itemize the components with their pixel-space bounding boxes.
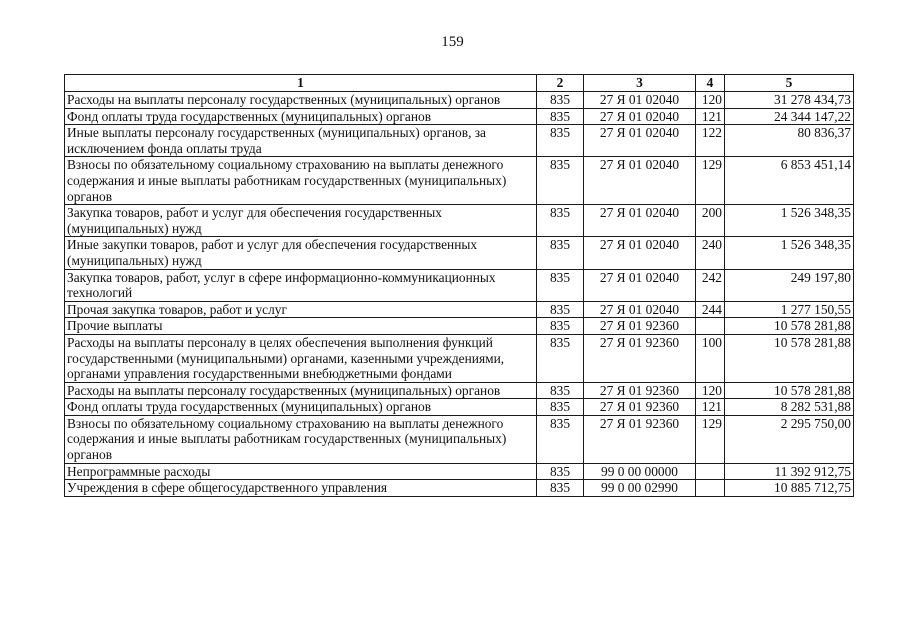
table-row (65, 108, 854, 125)
row-name: Иные выплаты персоналу государственных (муниципальных) органов, за исключением фонда оплаты труда (65, 125, 537, 157)
row-expense-type: 122 (696, 125, 725, 157)
row-name: Иные закупки товаров, работ и услуг для обеспечения государственных (муниципальных) нужд (65, 237, 537, 269)
row-name: Фонд оплаты труда государственных (муниципальных) органов (65, 108, 537, 125)
row-target-article: 99 0 00 02990 (584, 480, 696, 497)
row-name: Закупка товаров, работ, услуг в сфере информационно-коммуникационных технологий (65, 269, 537, 301)
table-row (65, 480, 854, 497)
table-header (65, 75, 854, 92)
table-row (65, 334, 854, 382)
row-expense-type (696, 318, 725, 335)
row-name: Прочая закупка товаров, работ и услуг (65, 301, 537, 318)
row-expense-type: 200 (696, 205, 725, 237)
row-amount: 11 392 912,75 (725, 463, 854, 480)
header-col-4: 4 (696, 75, 725, 92)
row-ministry-code: 835 (537, 480, 584, 497)
row-name: Фонд оплаты труда государственных (муниципальных) органов (65, 399, 537, 416)
row-expense-type: 244 (696, 301, 725, 318)
table-row (65, 463, 854, 480)
row-ministry-code: 835 (537, 237, 584, 269)
row-name: Взносы по обязательному социальному страхованию на выплаты денежного содержания и иные выплаты работникам государственных (муниципальных) органов (65, 415, 537, 463)
row-expense-type: 100 (696, 334, 725, 382)
table-row (65, 269, 854, 301)
row-amount: 249 197,80 (725, 269, 854, 301)
row-target-article: 27 Я 01 92360 (584, 382, 696, 399)
row-name: Расходы на выплаты персоналу государственных (муниципальных) органов (65, 92, 537, 109)
header-row (65, 75, 854, 92)
row-expense-type (696, 480, 725, 497)
table-row (65, 237, 854, 269)
row-target-article: 27 Я 01 02040 (584, 269, 696, 301)
row-target-article: 27 Я 01 02040 (584, 205, 696, 237)
row-target-article: 27 Я 01 92360 (584, 399, 696, 416)
row-expense-type: 121 (696, 108, 725, 125)
row-ministry-code: 835 (537, 92, 584, 109)
header-col-2: 2 (537, 75, 584, 92)
row-ministry-code: 835 (537, 269, 584, 301)
header-col-5: 5 (725, 75, 854, 92)
page-number: 159 (441, 34, 464, 50)
row-ministry-code: 835 (537, 382, 584, 399)
row-target-article: 27 Я 01 02040 (584, 108, 696, 125)
row-target-article: 27 Я 01 02040 (584, 157, 696, 205)
row-ministry-code: 835 (537, 125, 584, 157)
header-col-1: 1 (65, 75, 537, 92)
row-amount: 10 578 281,88 (725, 318, 854, 335)
row-amount: 10 578 281,88 (725, 382, 854, 399)
table-row (65, 415, 854, 463)
row-expense-type: 120 (696, 382, 725, 399)
table-row (65, 301, 854, 318)
row-amount: 31 278 434,73 (725, 92, 854, 109)
row-expense-type: 120 (696, 92, 725, 109)
row-target-article: 27 Я 01 02040 (584, 125, 696, 157)
row-amount: 8 282 531,88 (725, 399, 854, 416)
row-expense-type (696, 463, 725, 480)
row-target-article: 27 Я 01 02040 (584, 237, 696, 269)
row-target-article: 27 Я 01 92360 (584, 415, 696, 463)
table-row (65, 92, 854, 109)
row-expense-type: 129 (696, 157, 725, 205)
row-amount: 2 295 750,00 (725, 415, 854, 463)
row-ministry-code: 835 (537, 108, 584, 125)
table-body (65, 92, 854, 497)
row-target-article: 27 Я 01 02040 (584, 92, 696, 109)
row-expense-type: 121 (696, 399, 725, 416)
row-name: Взносы по обязательному социальному страхованию на выплаты денежного содержания и иные выплаты работникам государственных (муниципальных) органов (65, 157, 537, 205)
row-name: Расходы на выплаты персоналу в целях обеспечения выполнения функций государственными (муниципальными) органами, казенными учреждениями, органами управления государственными внебюджетными фондами (65, 334, 537, 382)
row-ministry-code: 835 (537, 301, 584, 318)
row-target-article: 27 Я 01 02040 (584, 301, 696, 318)
row-ministry-code: 835 (537, 415, 584, 463)
row-target-article: 99 0 00 00000 (584, 463, 696, 480)
row-target-article: 27 Я 01 92360 (584, 334, 696, 382)
row-ministry-code: 835 (537, 334, 584, 382)
table-row (65, 318, 854, 335)
row-ministry-code: 835 (537, 399, 584, 416)
row-amount: 1 526 348,35 (725, 237, 854, 269)
row-amount: 10 885 712,75 (725, 480, 854, 497)
row-ministry-code: 835 (537, 205, 584, 237)
row-amount: 1 526 348,35 (725, 205, 854, 237)
table-row (65, 382, 854, 399)
row-target-article: 27 Я 01 92360 (584, 318, 696, 335)
header-col-3: 3 (584, 75, 696, 92)
row-amount: 80 836,37 (725, 125, 854, 157)
table-row (65, 399, 854, 416)
row-amount: 6 853 451,14 (725, 157, 854, 205)
row-ministry-code: 835 (537, 318, 584, 335)
table-row (65, 125, 854, 157)
row-expense-type: 240 (696, 237, 725, 269)
row-name: Прочие выплаты (65, 318, 537, 335)
row-ministry-code: 835 (537, 157, 584, 205)
row-name: Учреждения в сфере общегосударственного управления (65, 480, 537, 497)
row-amount: 24 344 147,22 (725, 108, 854, 125)
row-amount: 1 277 150,55 (725, 301, 854, 318)
row-ministry-code: 835 (537, 463, 584, 480)
row-name: Закупка товаров, работ и услуг для обеспечения государственных (муниципальных) нужд (65, 205, 537, 237)
row-name: Непрограммные расходы (65, 463, 537, 480)
table-row (65, 205, 854, 237)
row-expense-type: 242 (696, 269, 725, 301)
table-row (65, 157, 854, 205)
row-expense-type: 129 (696, 415, 725, 463)
row-amount: 10 578 281,88 (725, 334, 854, 382)
budget-table (64, 74, 854, 497)
row-name: Расходы на выплаты персоналу государственных (муниципальных) органов (65, 382, 537, 399)
